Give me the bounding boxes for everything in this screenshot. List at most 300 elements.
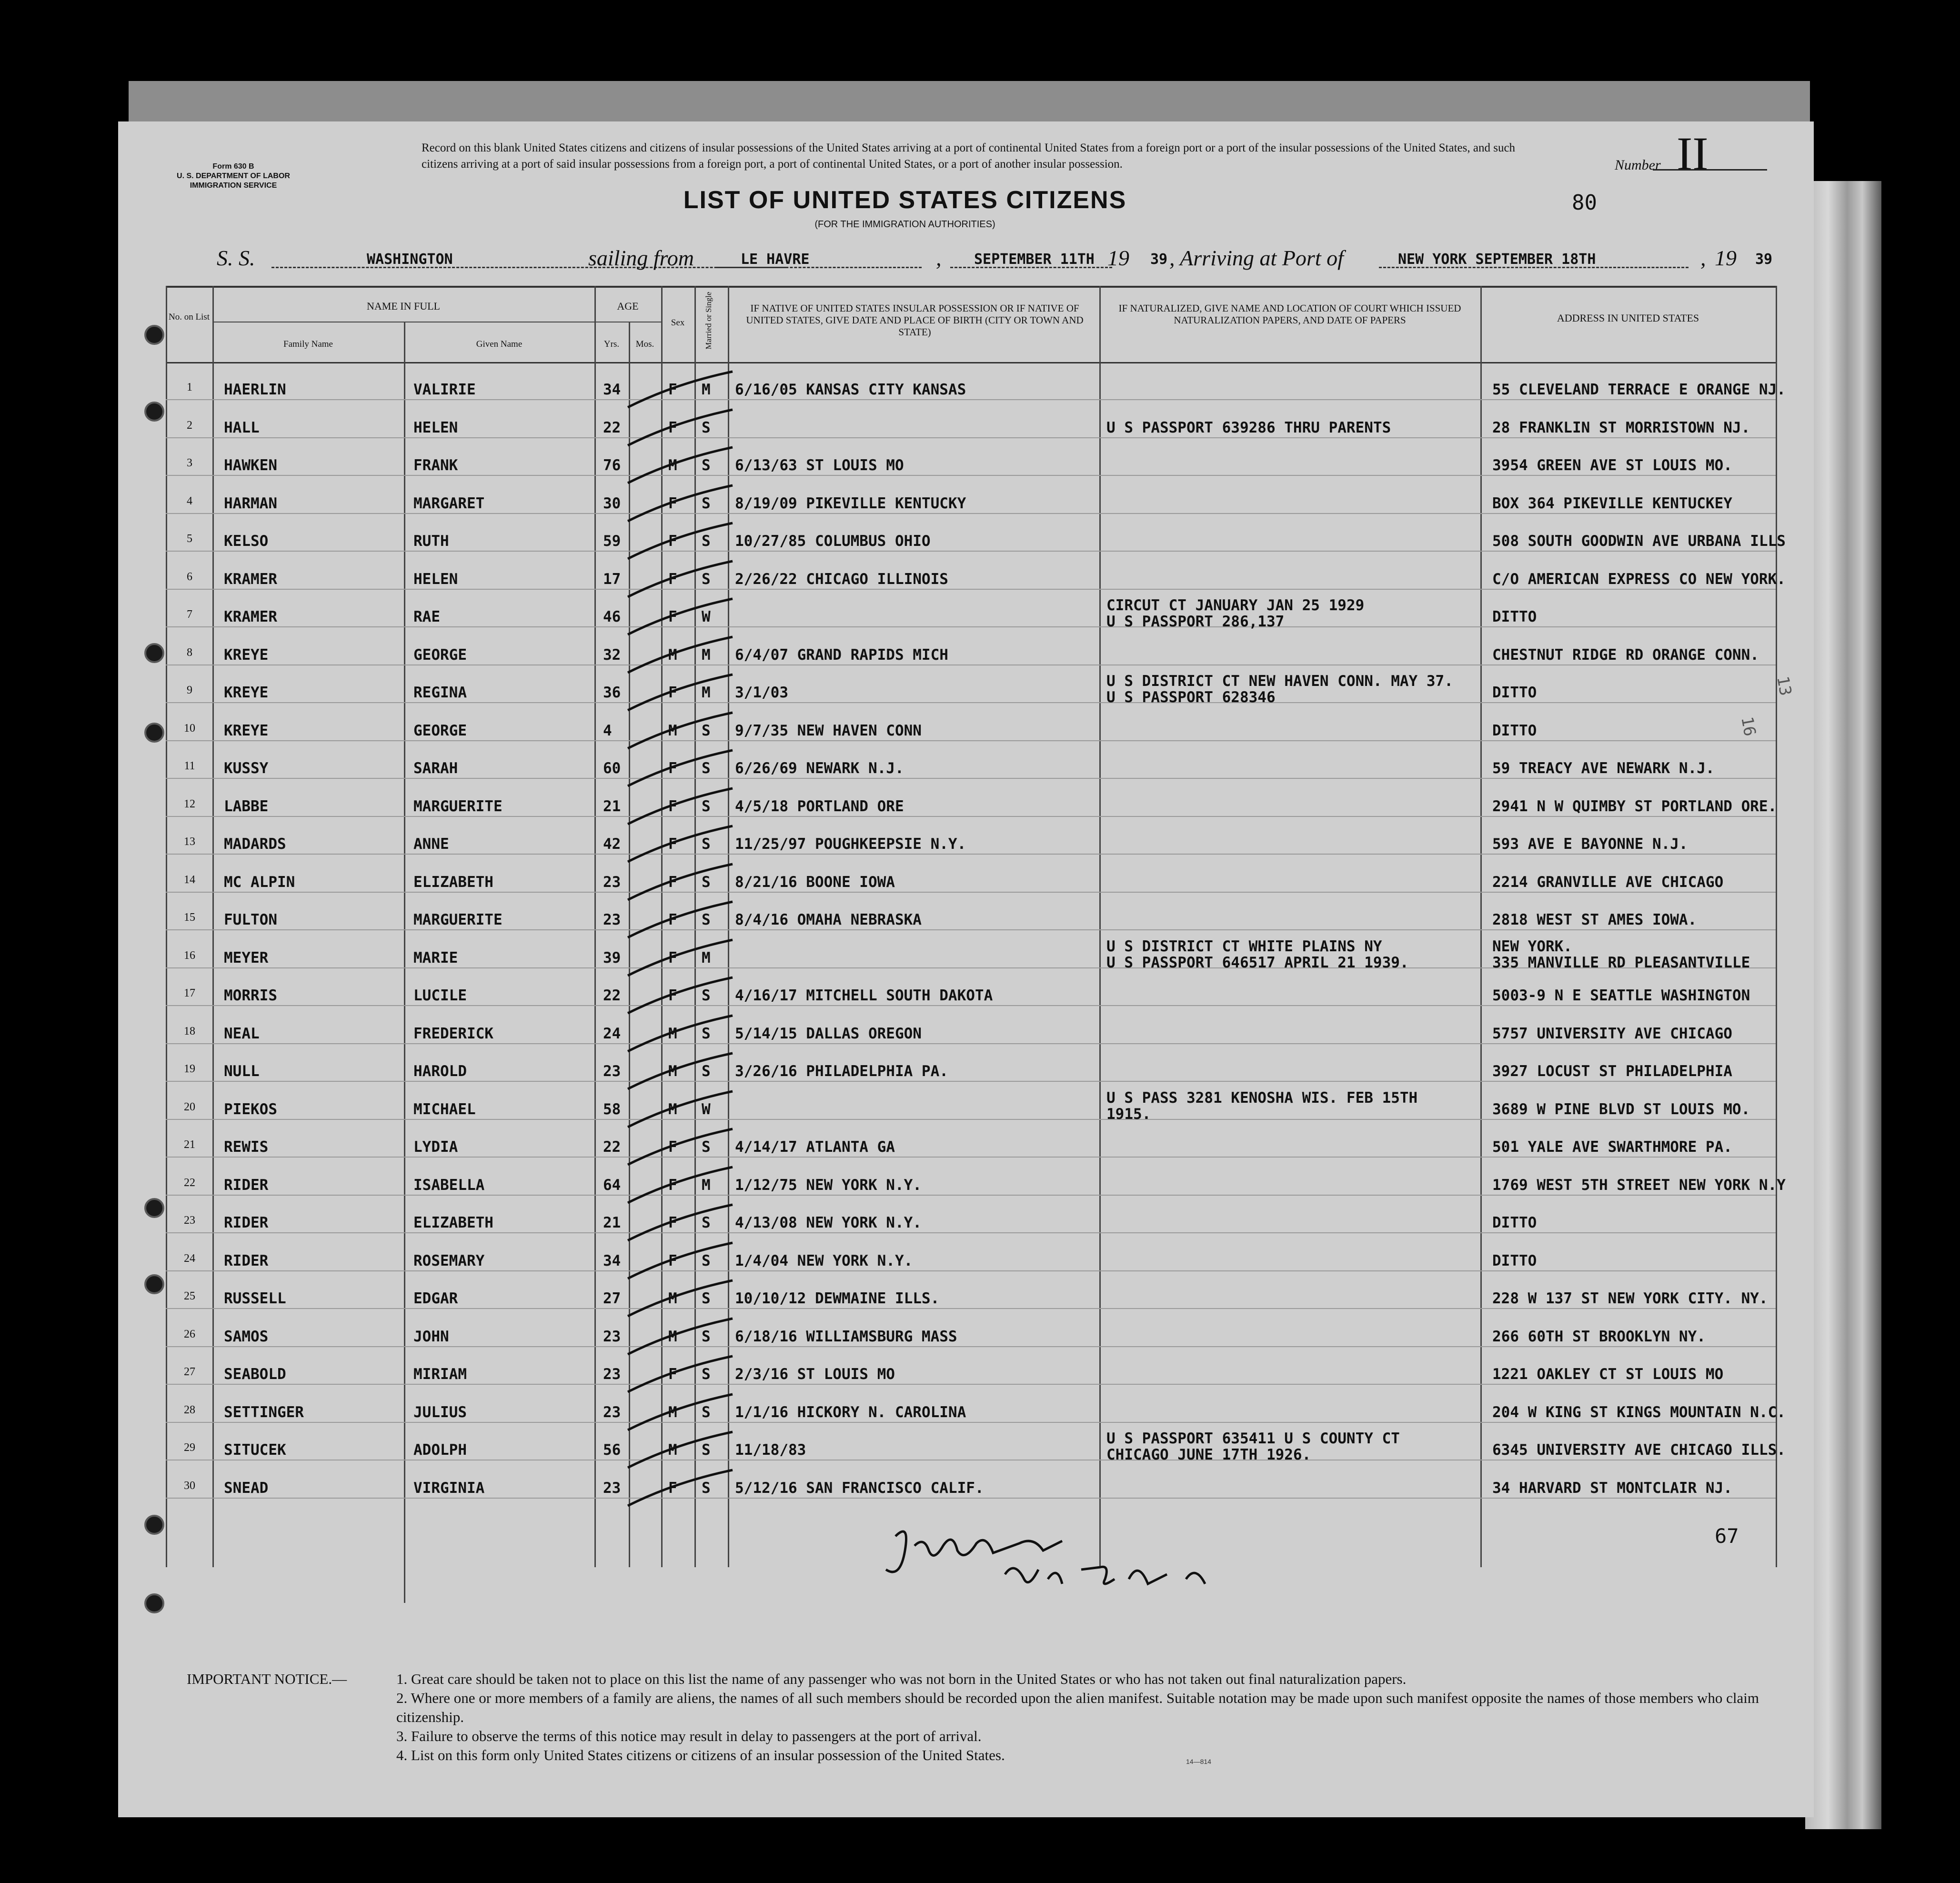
cell-given: HELEN (413, 570, 458, 588)
check-slash (623, 1278, 742, 1321)
cell-sex: F (668, 797, 677, 815)
row-number: 15 (184, 911, 195, 924)
cell-ms: S (702, 987, 711, 1004)
cell-given: GEORGE (413, 646, 467, 664)
departure-year: 39 (1150, 251, 1168, 268)
cell-family: RIDER (224, 1214, 269, 1231)
row-number: 3 (187, 457, 192, 469)
binder-hole (144, 402, 164, 422)
row-number: 26 (184, 1328, 195, 1340)
cell-ms: S (702, 722, 711, 739)
row-number: 22 (184, 1176, 195, 1189)
cell-sex: M (668, 1441, 677, 1459)
cell-ms: W (702, 608, 711, 625)
table-top-rule (166, 286, 1776, 288)
row-rule (166, 702, 1776, 703)
cell-addr: BOX 364 PIKEVILLE KENTUCKEY (1492, 494, 1732, 512)
check-slash (623, 1354, 742, 1397)
check-slash (623, 559, 742, 602)
cell-given: SARAH (413, 760, 458, 777)
row-number: 30 (184, 1479, 195, 1492)
cell-ms: S (702, 533, 711, 550)
binder-hole (144, 1198, 164, 1218)
row-rule (166, 1081, 1776, 1082)
check-slash (623, 1430, 742, 1472)
ss-label: S. S. (217, 246, 255, 270)
row-number: 6 (187, 570, 192, 583)
cell-family: HAWKEN (224, 457, 277, 474)
col-header-no: No. on List (168, 312, 210, 322)
cell-family: HALL (224, 419, 260, 436)
col-rule (1099, 286, 1101, 1567)
cell-family: SAMOS (224, 1328, 269, 1345)
cell-age: 22 (603, 1138, 621, 1156)
cell-given: MARGARET (413, 494, 485, 512)
cell-given: MICHAEL (413, 1100, 476, 1118)
passenger-table (166, 286, 1786, 1567)
cell-addr: 266 60TH ST BROOKLYN NY. (1492, 1328, 1706, 1345)
notice-heading: IMPORTANT NOTICE.— (187, 1671, 347, 1687)
cell-family: MEYER (224, 949, 269, 967)
cell-ms: S (702, 1441, 711, 1459)
cell-family: NEAL (224, 1025, 260, 1042)
row-rule (166, 740, 1776, 741)
check-slash (623, 672, 742, 715)
check-slash (623, 483, 742, 526)
cell-addr: 59 TREACY AVE NEWARK N.J. (1492, 760, 1715, 777)
cell-age: 36 (603, 684, 621, 701)
cell-family: MC ALPIN (224, 873, 295, 891)
row-rule (166, 1346, 1776, 1347)
cell-addr: C/O AMERICAN EXPRESS CO NEW YORK. (1492, 570, 1786, 588)
col-header-sex: Sex (671, 318, 685, 328)
cell-ms: W (702, 1100, 711, 1118)
cell-given: ELIZABETH (413, 1214, 493, 1231)
check-slash (623, 1165, 742, 1208)
cell-given: MARGUERITE (413, 911, 503, 928)
cell-birth: 1/12/75 NEW YORK N.Y. (735, 1176, 922, 1194)
check-slash (623, 1051, 742, 1094)
cell-age: 23 (603, 873, 621, 891)
cell-sex: M (668, 646, 677, 664)
cell-birth: 1/4/04 NEW YORK N.Y. (735, 1252, 913, 1269)
notice-item: 1. Great care should be taken not to place on this list the name of any passenger who was not born in the United States or who has not taken out final naturalization papers. (396, 1671, 1407, 1687)
cell-given: ROSEMARY (413, 1252, 485, 1269)
cell-ms: S (702, 1025, 711, 1042)
cell-ms: S (702, 760, 711, 777)
row-number: 17 (184, 987, 195, 999)
cell-age: 60 (603, 760, 621, 777)
cell-sex: F (668, 1252, 677, 1269)
cell-birth: 11/18/83 (735, 1441, 806, 1459)
row-number: 13 (184, 836, 195, 848)
stamped-number: 80 (1572, 191, 1597, 215)
department-name: U. S. DEPARTMENT OF LABOR (177, 172, 290, 180)
row-number: 4 (187, 494, 192, 507)
row-number: 20 (184, 1100, 195, 1113)
cell-addr: 55 CLEVELAND TERRACE E ORANGE NJ. (1492, 381, 1786, 398)
col-header-name: NAME IN FULL (367, 300, 440, 312)
cell-age: 21 (603, 1214, 621, 1231)
cell-ms: S (702, 457, 711, 474)
row-number: 18 (184, 1025, 195, 1037)
check-slash (623, 1240, 742, 1283)
check-slash (623, 445, 742, 488)
row-rule (166, 1195, 1776, 1196)
cell-given: ANNE (413, 836, 449, 853)
cell-age: 24 (603, 1025, 621, 1042)
row-rule (166, 475, 1776, 476)
cell-given: MARGUERITE (413, 797, 503, 815)
arriving-label: , Arriving at Port of (1169, 246, 1344, 270)
cell-ms: S (702, 1252, 711, 1269)
row-rule (166, 1157, 1776, 1158)
col-header-married: Married or Single (704, 292, 713, 350)
cell-birth: 9/7/35 NEW HAVEN CONN (735, 722, 922, 739)
cell-birth: 10/10/12 DEWMAINE ILLS. (735, 1290, 940, 1307)
cell-sex: F (668, 494, 677, 512)
cell-given: VALIRIE (413, 381, 476, 398)
cell-family: MORRIS (224, 987, 277, 1004)
row-rule (166, 513, 1776, 514)
cell-sex: F (668, 1479, 677, 1497)
list-number-label: Number (1615, 157, 1661, 173)
cell-addr: 5003-9 N E SEATTLE WASHINGTON (1492, 987, 1750, 1004)
cell-addr: DITTO (1492, 684, 1537, 701)
cell-nat: U S PASSPORT 628346 (1106, 689, 1276, 706)
form-number: Form 630 B (212, 162, 254, 171)
col-rule (1776, 286, 1777, 1567)
voyage-line: S. S. WASHINGTON sailing from LE HAVRE , SEPTEMBER 11TH 19 39 , Arriving at Port of NEW YORK SEPTEMBER 18TH , 19 39 (217, 246, 1773, 270)
departure-year-prefix: 19 (1107, 246, 1129, 270)
cell-given: ISABELLA (413, 1176, 485, 1194)
cell-birth: 2/3/16 ST LOUIS MO (735, 1366, 895, 1383)
cell-ms: S (702, 570, 711, 588)
cell-sex: F (668, 911, 677, 928)
cell-addr: DITTO (1492, 1252, 1537, 1269)
cell-family: MADARDS (224, 836, 286, 853)
check-slash (623, 1202, 742, 1245)
row-rule (166, 854, 1776, 855)
check-slash (623, 862, 742, 905)
cell-age: 58 (603, 1100, 621, 1118)
cell-sex: M (668, 1403, 677, 1421)
check-slash (623, 407, 742, 450)
check-slash (623, 824, 742, 866)
cell-sex: M (668, 1063, 677, 1080)
cell-birth: 6/4/07 GRAND RAPIDS MICH (735, 646, 948, 664)
cell-sex: M (668, 457, 677, 474)
cell-addr: 593 AVE E BAYONNE N.J. (1492, 836, 1688, 853)
cell-ms: S (702, 911, 711, 928)
check-slash (623, 596, 742, 639)
row-rule (166, 437, 1776, 438)
row-number: 19 (184, 1063, 195, 1075)
stacked-page-edges (1805, 181, 1881, 1829)
cell-sex: F (668, 570, 677, 588)
row-number: 2 (187, 419, 192, 432)
cell-addr: 3927 LOCUST ST PHILADELPHIA (1492, 1063, 1732, 1080)
cell-age: 23 (603, 1403, 621, 1421)
row-rule (166, 1119, 1776, 1120)
check-slash (623, 1316, 742, 1359)
cell-age: 46 (603, 608, 621, 625)
col-header-age: AGE (617, 300, 639, 312)
cell-nat: U S PASSPORT 646517 APRIL 21 1939. (1106, 954, 1409, 971)
cell-birth: 5/12/16 SAN FRANCISCO CALIF. (735, 1479, 984, 1497)
cell-birth: 8/19/09 PIKEVILLE KENTUCKY (735, 494, 966, 512)
cell-family: KUSSY (224, 760, 269, 777)
print-code: 14—814 (1186, 1758, 1211, 1765)
cell-given: RAE (413, 608, 440, 625)
cell-family: SEABOLD (224, 1366, 286, 1383)
check-slash (623, 748, 742, 791)
cell-age: 23 (603, 1479, 621, 1497)
row-number: 14 (184, 873, 195, 886)
cell-ms: M (702, 381, 711, 398)
row-number: 21 (184, 1138, 195, 1151)
cell-given: ADOLPH (413, 1441, 467, 1459)
cell-birth: 10/27/85 COLUMBUS OHIO (735, 533, 931, 550)
row-rule (166, 929, 1776, 930)
cell-addr: 6345 UNIVERSITY AVE CHICAGO ILLS. (1492, 1441, 1786, 1459)
cell-ms: S (702, 1479, 711, 1497)
cell-ms: S (702, 1138, 711, 1156)
cell-ms: S (702, 1328, 711, 1345)
cell-given: JOHN (413, 1328, 449, 1345)
cell-addr: 501 YALE AVE SWARTHMORE PA. (1492, 1138, 1732, 1156)
inspector-signature (881, 1517, 1310, 1593)
binder-hole (144, 1274, 164, 1294)
cell-sex: F (668, 949, 677, 967)
cell-family: SETTINGER (224, 1403, 304, 1421)
cell-birth: 11/25/97 POUGHKEEPSIE N.Y. (735, 836, 966, 853)
row-rule (166, 1498, 1776, 1499)
cell-birth: 4/5/18 PORTLAND ORE (735, 797, 904, 815)
cell-ms: S (702, 1290, 711, 1307)
cell-ms: S (702, 1403, 711, 1421)
cell-age: 76 (603, 457, 621, 474)
row-number: 27 (184, 1366, 195, 1378)
col-rule (166, 286, 167, 1567)
row-rule (166, 626, 1776, 627)
arrival-port-date: NEW YORK SEPTEMBER 18TH (1398, 251, 1596, 268)
cell-given: HAROLD (413, 1063, 467, 1080)
cell-sex: F (668, 419, 677, 436)
cell-family: PIEKOS (224, 1100, 277, 1118)
cell-ms: M (702, 646, 711, 664)
cell-age: 34 (603, 1252, 621, 1269)
cell-age: 39 (603, 949, 621, 967)
cell-addr: 2941 N W QUIMBY ST PORTLAND ORE. (1492, 797, 1777, 815)
header-bottom-rule (166, 362, 1776, 363)
cell-nat: 1915. (1106, 1105, 1151, 1123)
cell-birth: 4/13/08 NEW YORK N.Y. (735, 1214, 922, 1231)
row-rule (166, 1270, 1776, 1271)
col-rule (1480, 286, 1482, 1567)
binder-hole (144, 1593, 164, 1613)
cell-ms: M (702, 1176, 711, 1194)
cell-ms: S (702, 419, 711, 436)
cell-birth: 6/16/05 KANSAS CITY KANSAS (735, 381, 966, 398)
cell-ms: S (702, 797, 711, 815)
cell-sex: F (668, 873, 677, 891)
col-header-address: ADDRESS IN UNITED STATES (1557, 312, 1699, 324)
cell-birth: 1/1/16 HICKORY N. CAROLINA (735, 1403, 966, 1421)
departure-port: LE HAVRE (741, 251, 810, 268)
cell-ms: M (702, 949, 711, 967)
cell-family: NULL (224, 1063, 260, 1080)
cell-age: 56 (603, 1441, 621, 1459)
cell-ms: S (702, 494, 711, 512)
row-rule (166, 1308, 1776, 1309)
cell-sex: M (668, 722, 677, 739)
cell-sex: F (668, 608, 677, 625)
cell-family: KREYE (224, 646, 269, 664)
cell-ms: S (702, 1063, 711, 1080)
col-rule (404, 322, 405, 1603)
cell-birth: 8/21/16 BOONE IOWA (735, 873, 895, 891)
cell-nat: U S DISTRICT CT NEW HAVEN CONN. MAY 37. (1106, 673, 1453, 690)
cell-given: FRANK (413, 457, 458, 474)
cell-given: MARIE (413, 949, 458, 967)
service-name: IMMIGRATION SERVICE (190, 181, 277, 190)
cell-birth: 6/26/69 NEWARK N.J. (735, 760, 904, 777)
row-number: 1 (187, 381, 192, 393)
check-slash (623, 1013, 742, 1056)
col-header-family: Family Name (283, 339, 333, 349)
cell-nat: U S PASSPORT 635411 U S COUNTY CT (1106, 1430, 1400, 1447)
col-header-birth: IF NATIVE OF UNITED STATES INSULAR POSSESSION OR IF NATIVE OF UNITED STATES, GIVE DATE AND PLACE OF BIRTH (CITY OR TOWN AND STATE) (746, 302, 1084, 338)
cell-given: MIRIAM (413, 1366, 467, 1383)
row-rule (166, 778, 1776, 779)
notice-item: 4. List on this form only United States citizens or citizens of an insular possession of the United States. (396, 1747, 1005, 1763)
departure-date: SEPTEMBER 11TH (974, 251, 1095, 268)
cell-birth: 6/13/63 ST LOUIS MO (735, 457, 904, 474)
row-rule (166, 1384, 1776, 1385)
row-number: 28 (184, 1403, 195, 1416)
cell-addr: 228 W 137 ST NEW YORK CITY. NY. (1492, 1290, 1768, 1307)
cell-birth: 8/4/16 OMAHA NEBRASKA (735, 911, 922, 928)
cell-given: ELIZABETH (413, 873, 493, 891)
cell-birth: 5/14/15 DALLAS OREGON (735, 1025, 922, 1042)
cell-age: 22 (603, 419, 621, 436)
row-number: 11 (184, 760, 195, 772)
cell-age: 23 (603, 1366, 621, 1383)
col-header-given: Given Name (476, 339, 523, 349)
ship-underline (271, 267, 786, 268)
cell-given: FREDERICK (413, 1025, 493, 1042)
cell-family: KREYE (224, 722, 269, 739)
arrival-year: 39 (1755, 251, 1773, 268)
list-number-value: II (1677, 127, 1709, 180)
col-header-naturalized: IF NATURALIZED, GIVE NAME AND LOCATION OF COURT WHICH ISSUED NATURALIZATION PAPERS, AND DATE OF PAPERS (1118, 302, 1461, 326)
check-slash (623, 369, 742, 412)
cell-age: 64 (603, 1176, 621, 1194)
row-rule (166, 892, 1776, 893)
row-rule (166, 399, 1776, 400)
arrival-year-prefix: 19 (1715, 246, 1737, 270)
row-rule (166, 589, 1776, 590)
cell-given: VIRGINIA (413, 1479, 485, 1497)
check-slash (623, 710, 742, 753)
check-slash (623, 937, 742, 980)
row-number: 5 (187, 533, 192, 545)
cell-sex: F (668, 1366, 677, 1383)
cell-addr: 3689 W PINE BLVD ST LOUIS MO. (1492, 1100, 1750, 1118)
check-slash (623, 521, 742, 564)
cell-sex: F (668, 987, 677, 1004)
binder-hole (144, 325, 164, 345)
cell-family: RIDER (224, 1252, 269, 1269)
cell-addr: 28 FRANKLIN ST MORRISTOWN NJ. (1492, 419, 1750, 436)
cell-family: KELSO (224, 533, 269, 550)
cell-addr: CHESTNUT RIDGE RD ORANGE CONN. (1492, 646, 1759, 664)
margin-mark: 16 (1737, 715, 1759, 738)
cell-given: LYDIA (413, 1138, 458, 1156)
col-rule (594, 286, 596, 1567)
cell-sex: M (668, 1328, 677, 1345)
cell-sex: M (668, 1025, 677, 1042)
check-slash (623, 975, 742, 1018)
col-header-yrs: Yrs. (603, 339, 620, 349)
cell-given: LUCILE (413, 987, 467, 1004)
row-number: 29 (184, 1441, 195, 1454)
cell-age: 17 (603, 570, 621, 588)
cell-birth: 3/26/16 PHILADELPHIA PA. (735, 1063, 948, 1080)
row-number: 23 (184, 1214, 195, 1227)
cell-addr: DITTO (1492, 1214, 1537, 1231)
cell-birth: 6/18/16 WILLIAMSBURG MASS (735, 1328, 957, 1345)
cell-age: 23 (603, 1328, 621, 1345)
cell-family: HARMAN (224, 494, 277, 512)
cell-family: LABBE (224, 797, 269, 815)
cell-sex: F (668, 836, 677, 853)
cell-sex: F (668, 533, 677, 550)
cell-ms: M (702, 684, 711, 701)
col-header-mos: Mos. (635, 339, 654, 349)
check-slash (623, 634, 742, 677)
cell-sex: F (668, 1138, 677, 1156)
cell-birth: 3/1/03 (735, 684, 788, 701)
cell-given: JULIUS (413, 1403, 467, 1421)
cell-family: KRAMER (224, 608, 277, 625)
cell-age: 4 (603, 722, 612, 739)
cell-age: 27 (603, 1290, 621, 1307)
row-rule (166, 1043, 1776, 1044)
check-slash (623, 1089, 742, 1132)
cell-given: RUTH (413, 533, 449, 550)
cell-addr: DITTO (1492, 722, 1537, 739)
cell-addr: 1769 WEST 5TH STREET NEW YORK N.Y (1492, 1176, 1786, 1194)
cell-family: KRAMER (224, 570, 277, 588)
notice-item: 2. Where one or more members of a family are aliens, the names of all such members should be recorded upon the alien manifest. Suitable notation may be made upon such manifest opposite the names of those members who claim citizenship. (396, 1690, 1759, 1725)
cell-addr: 2818 WEST ST AMES IOWA. (1492, 911, 1697, 928)
cell-sex: F (668, 1176, 677, 1194)
page-title: LIST OF UNITED STATES CITIZENS (683, 186, 1127, 214)
cell-given: HELEN (413, 419, 458, 436)
binder-hole (144, 723, 164, 743)
cell-family: HAERLIN (224, 381, 286, 398)
cell-ms: S (702, 836, 711, 853)
cell-family: FULTON (224, 911, 277, 928)
cell-age: 42 (603, 836, 621, 853)
cell-ms: S (702, 873, 711, 891)
cell-age: 23 (603, 1063, 621, 1080)
cell-nat: CIRCUT CT JANUARY JAN 25 1929 (1106, 597, 1365, 614)
cell-sex: F (668, 1214, 677, 1231)
cell-addr: NEW YORK. (1492, 937, 1572, 955)
